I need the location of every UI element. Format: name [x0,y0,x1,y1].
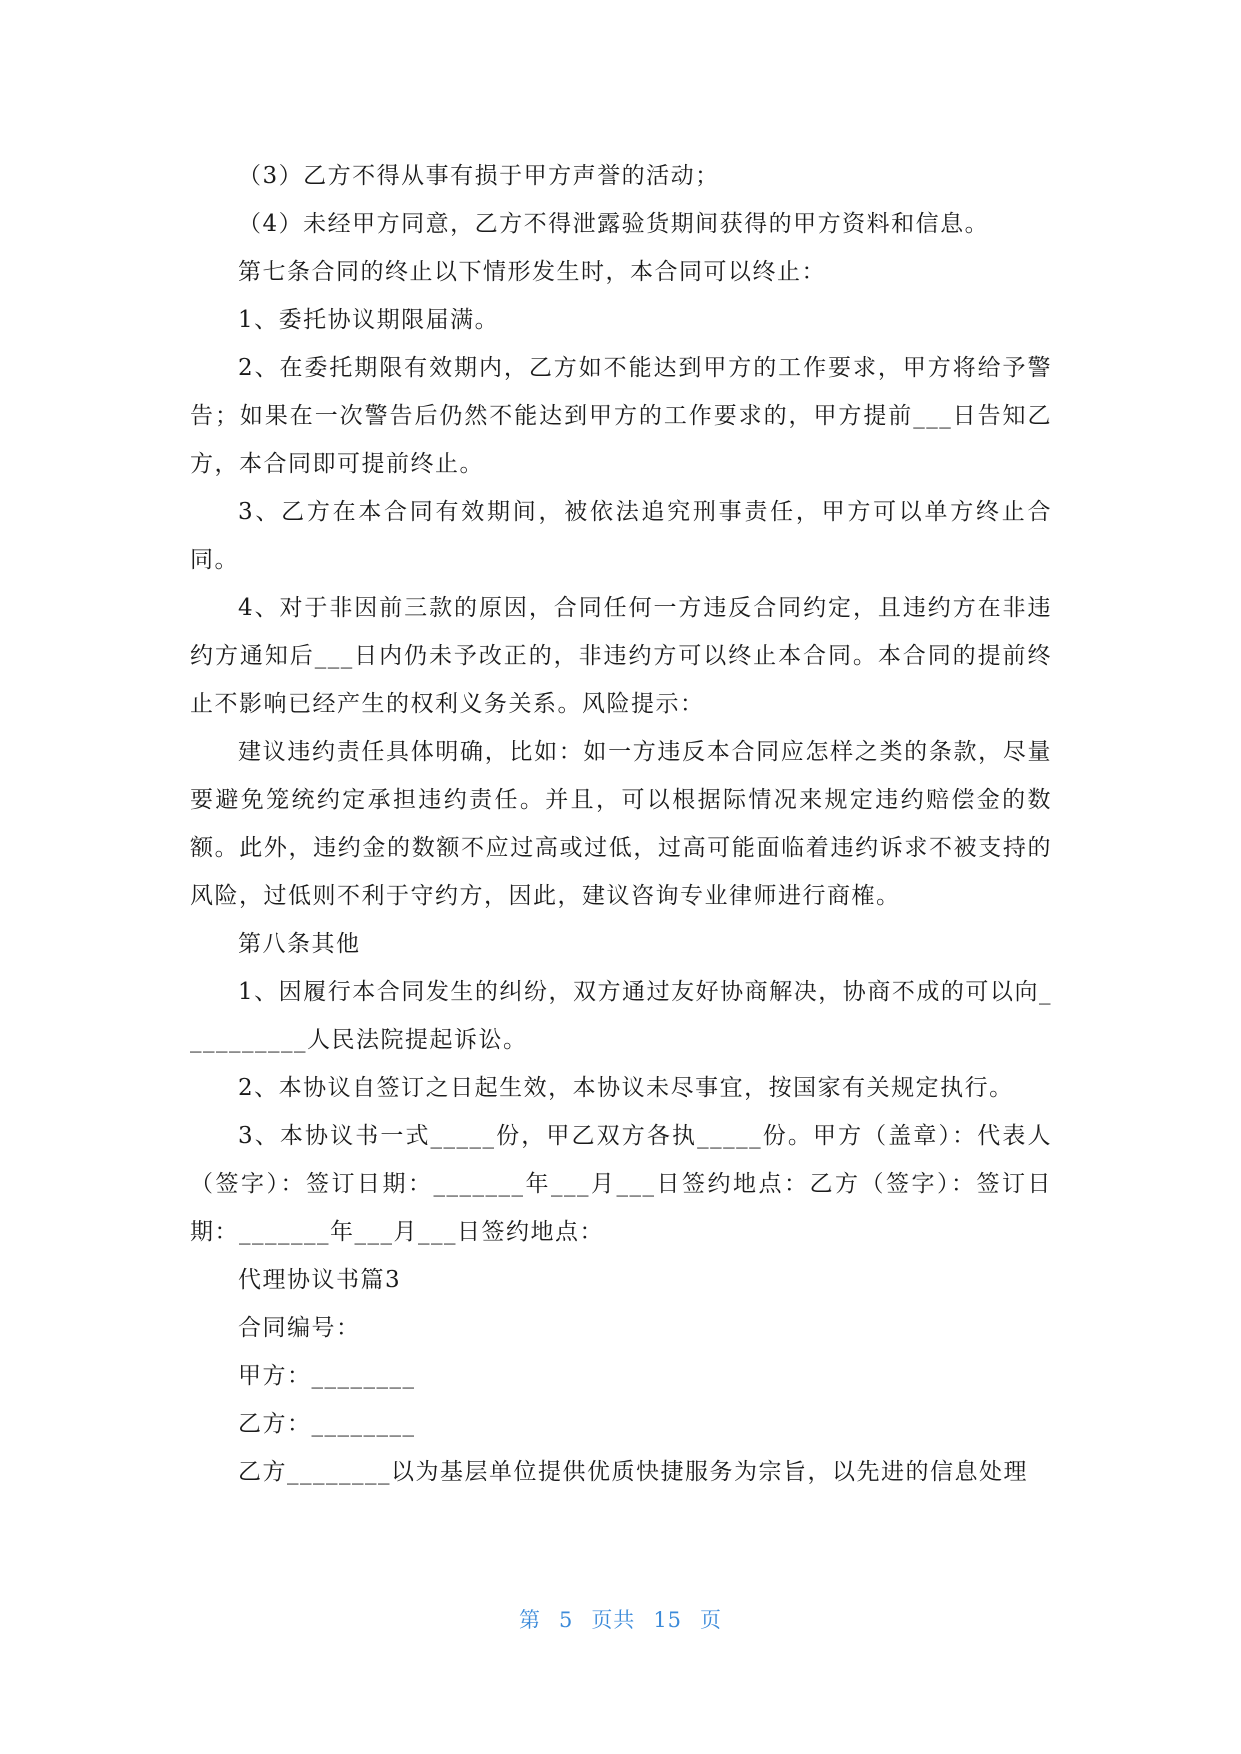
article-title: 代理协议书篇3 [238,1267,402,1293]
paragraph: 乙方________以为基层单位提供优质快捷服务为宗旨，以先进的信息处理 [238,1459,1028,1485]
total-page-count: 15 [653,1608,683,1632]
paragraph: （3）乙方不得从事有损于甲方声誉的活动； [238,163,720,189]
footer-word: 页 [700,1608,723,1632]
footer-word: 第 [518,1608,541,1632]
paragraph: 1、因履行本合同发生的纠纷，双方通过友好协商解决，协商不成的可以向__________人民法院提起诉讼。 [190,979,1052,1053]
page-footer [0,1604,1241,1634]
document-body [190,152,1052,1496]
party-a-line: 甲方：________ [238,1363,416,1389]
party-b-line: 乙方：________ [238,1411,416,1437]
paragraph: 3、乙方在本合同有效期间，被依法追究刑事责任，甲方可以单方终止合同。 [190,499,1052,573]
current-page-number: 5 [558,1608,574,1632]
footer-word: 页共 [591,1608,636,1632]
section-heading: 第八条其他 [238,931,361,957]
contract-number: 合同编号： [238,1315,361,1341]
section-heading: 第七条合同的终止以下情形发生时，本合同可以终止： [238,259,826,285]
paragraph: 2、在委托期限有效期内，乙方如不能达到甲方的工作要求，甲方将给予警告；如果在一次警告后仍然不能达到甲方的工作要求的，甲方提前___日告知乙方，本合同即可提前终止。 [190,355,1052,477]
paragraph: 4、对于非因前三款的原因，合同任何一方违反合同约定，且违约方在非违约方通知后___日内仍未予改正的，非违约方可以终止本合同。本合同的提前终止不影响已经产生的权利义务关系。风险提示： [190,595,1052,717]
paragraph: （4）未经甲方同意，乙方不得泄露验货期间获得的甲方资料和信息。 [238,211,990,237]
signature-block: 3、本协议书一式_____份，甲乙双方各执_____份。甲方（盖章）：代表人（签字）：签订日期：_______年___月___日签约地点：乙方（签字）：签订日期：_______年___月___日签约地点： [190,1123,1052,1245]
risk-note: 建议违约责任具体明确，比如：如一方违反本合同应怎样之类的条款，尽量要避免笼统约定承担违约责任。并且，可以根据际情况来规定违约赔偿金的数额。此外，违约金的数额不应过高或过低，过高可能面临着违约诉求不被支持的风险，过低则不利于守约方，因此，建议咨询专业律师进行商榷。 [190,739,1052,909]
paragraph: 1、委托协议期限届满。 [238,307,500,333]
paragraph: 2、本协议自签订之日起生效，本协议未尽事宜，按国家有关规定执行。 [238,1075,1014,1101]
